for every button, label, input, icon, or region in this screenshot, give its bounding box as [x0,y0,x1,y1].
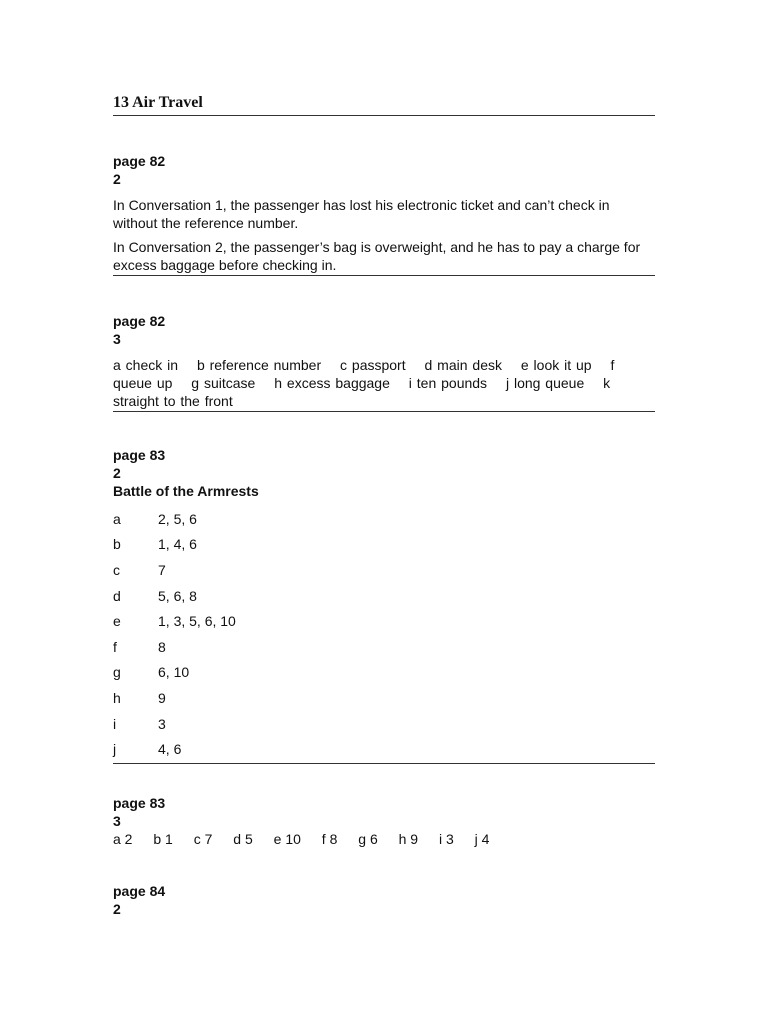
row-value: 9 [158,689,166,706]
row-letter: j [113,741,117,758]
section-page-label: page 82 [113,153,166,169]
table-row [113,583,655,609]
answer-item: b 1 [153,831,173,847]
answer-item: i 3 [438,831,454,847]
answer-table [113,506,655,762]
answer-item: a check in [113,357,179,373]
answer-item: b reference number [196,357,322,373]
row-value: 3 [158,715,166,732]
row-value: 1, 4, 6 [158,536,197,553]
section-exercise-number: 2 [113,171,121,187]
answer-item: f queue up [113,357,615,391]
section-page82-2 [113,152,655,276]
section-page83-2 [113,446,655,764]
table-row [113,532,655,558]
row-letter: e [113,613,121,630]
answer-item: h excess baggage [274,375,390,391]
row-letter: i [113,715,117,732]
section-page84-2 [113,882,655,918]
table-row [113,660,655,686]
table-row [113,711,655,737]
row-letter: b [113,536,121,553]
row-value: 8 [158,638,166,655]
section-page-label: page 83 [113,447,166,463]
inline-answers [113,830,655,848]
table-row [113,506,655,532]
section-exercise-number: 3 [113,813,121,829]
answer-item: d main desk [424,357,502,373]
row-value: 4, 6 [158,741,182,758]
row-value: 2, 5, 6 [158,510,197,527]
table-row [113,736,655,762]
answer-item: j 4 [474,831,490,847]
table-row [113,685,655,711]
row-letter: f [113,638,117,655]
row-letter: c [113,561,120,578]
section-page82-3 [113,312,655,412]
row-value: 1, 3, 5, 6, 10 [158,613,236,630]
section-exercise-number: 2 [113,465,121,481]
section-exercise-number: 2 [113,901,121,917]
answer-item: i ten pounds [408,375,488,391]
answer-item: c 7 [193,831,213,847]
answer-item: k straight to the front [113,375,611,409]
conversation-1-text: In Conversation 1, the passenger has lost his electronic ticket and can’t check in without the reference number. [113,197,610,231]
answer-item: j long queue [505,375,585,391]
answer-item: g suitcase [191,375,256,391]
answer-item: e 10 [273,831,301,847]
row-letter: g [113,664,121,681]
answer-item: h 9 [398,831,419,847]
row-letter: d [113,587,121,604]
section-page-label: page 84 [113,883,166,899]
section-page83-3 [113,794,655,848]
section-exercise-number: 3 [113,331,121,347]
answer-item: g 6 [358,831,378,847]
answer-item: d 5 [233,831,253,847]
table-row [113,557,655,583]
row-letter: a [113,510,121,527]
section-page-label: page 83 [113,795,166,811]
answer-item: f 8 [321,831,338,847]
answer-item: e look it up [520,357,592,373]
conversation-2-text: In Conversation 2, the passenger’s bag is overweight, and he has to pay a charge for excess baggage before checking in. [113,239,641,273]
section-heading: Battle of the Armrests [113,483,259,499]
answer-item: a 2 [113,831,133,847]
answer-item: c passport [340,357,406,373]
table-row [113,608,655,634]
row-value: 7 [158,561,166,578]
page-title: 13 Air Travel [113,93,655,116]
row-value: 6, 10 [158,664,190,681]
table-row [113,634,655,660]
row-value: 5, 6, 8 [158,587,197,604]
row-letter: h [113,689,121,706]
section-page-label: page 82 [113,313,166,329]
vocabulary-answers [113,356,655,410]
